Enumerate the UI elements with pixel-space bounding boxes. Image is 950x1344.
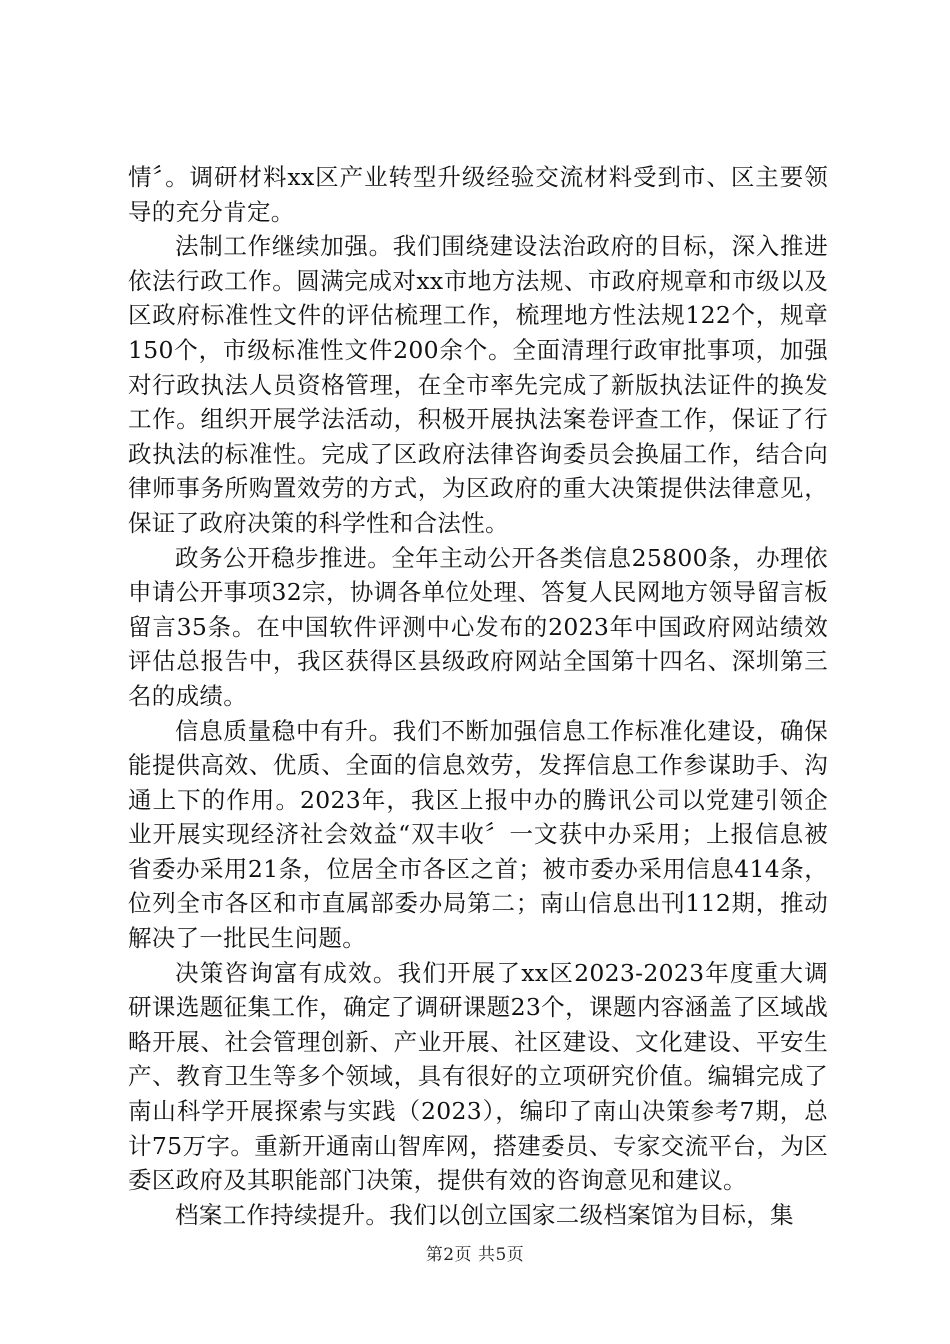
paragraph-legal-work: 法制工作继续加强。我们围绕建设法治政府的目标，深入推进依法行政工作。圆满完成对xx市地方法规、市政府规章和市级以及区政府标准性文件的评估梳理工作，梳理地方性法规122个，规章150个，市级标准性文件200余个。全面清理行政审批事项，加强对行政执法人员资格管理，在全市率先完成了新版执法证件的换发工作。组织开展学法活动，积极开展执法案卷评查工作，保证了行政执法的标准性。完成了区政府法律咨询委员会换届工作，结合向律师事务所购置效劳的方式，为区政府的重大决策提供法律意见，保证了政府决策的科学性和合法性。 bbox=[128, 232, 828, 537]
paragraph-decision-consulting: 决策咨询富有成效。我们开展了xx区2023-2023年度重大调研课选题征集工作，确定了调研课题23个，课题内容涵盖了区域战略开展、社会管理创新、产业开展、社区建设、文化建设、平安生产、教育卫生等多个领域，具有很好的立项研究价值。编辑完成了南山科学开展探索与实践（2023），编印了南山决策参考7期，总计75万字。重新开通南山智库网，搭建委员、专家交流平台，为区委区政府及其职能部门决策，提供有效的咨询意见和建议。 bbox=[128, 958, 828, 1195]
paragraph-information-quality: 信息质量稳中有升。我们不断加强信息工作标准化建设，确保能提供高效、优质、全面的信息效劳，发挥信息工作参谋助手、沟通上下的作用。2023年，我区上报中办的腾讯公司以党建引领企业开展实现经济社会效益“双丰收〞一文获中办采用；上报信息被省委办采用21条，位居全市各区之首；被市委办采用信息414条，位列全市各区和市直属部委办局第二；南山信息出刊112期，推动解决了一批民生问题。 bbox=[128, 716, 828, 953]
paragraph-archive-work: 档案工作持续提升。我们以创立国家二级档案馆为目标，集 bbox=[175, 1200, 794, 1229]
page-number-footer: 第2页 共5页 bbox=[425, 1245, 525, 1265]
paragraph-continuation: 情〞。调研材料xx区产业转型升级经验交流材料受到市、区主要领导的充分肯定。 bbox=[128, 163, 828, 226]
paragraph-government-affairs-disclosure: 政务公开稳步推进。全年主动公开各类信息25800条，办理依申请公开事项32宗，协调各单位处理、答复人民网地方领导留言板留言35条。在中国软件评测中心发布的2023年中国政府网站绩效评估总报告中，我区获得区县级政府网站全国第十四名、深圳第三名的成绩。 bbox=[128, 543, 828, 710]
document-body bbox=[128, 160, 828, 1232]
